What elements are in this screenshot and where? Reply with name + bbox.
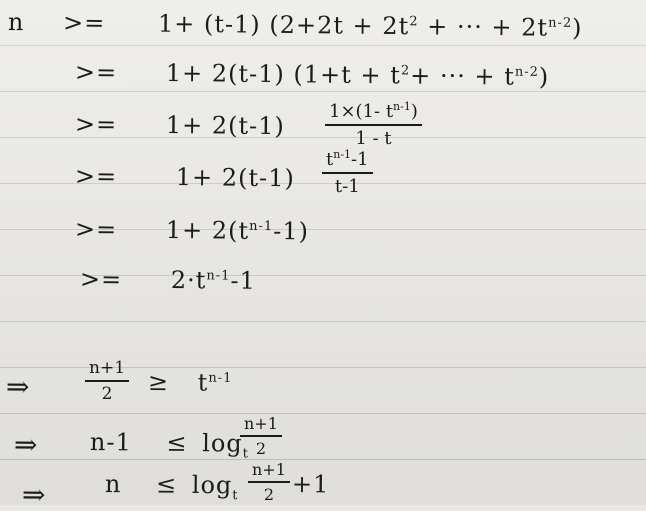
implication-3-tail (292, 470, 330, 498)
relation-symbol: >= (74, 58, 118, 87)
fraction-line-3 (325, 100, 422, 149)
fraction-bar (322, 172, 373, 174)
denominator: t-1 (334, 176, 360, 197)
expression: $2\cdot t^{n-1}-1$ (170, 265, 256, 295)
relation-symbol: >= (74, 110, 118, 139)
expression-lhs: n (104, 470, 122, 499)
implies-arrow: ⇒ (5, 370, 31, 404)
implication-3 (22, 478, 47, 511)
implies-arrow: ⇒ (13, 428, 39, 462)
derivation-line-5 (75, 215, 309, 245)
expression: 1+ 2(t-1) (175, 163, 296, 193)
log-function: $\log_t$ (202, 429, 249, 462)
fraction-bar (240, 435, 282, 437)
log-function: $\log_t$ (191, 470, 239, 504)
denominator: 1 - t (355, 128, 392, 149)
denominator: 2 (255, 439, 267, 458)
variable-n: n (7, 8, 25, 37)
relation-symbol: ≤ (166, 428, 188, 458)
implication-3-fraction (248, 460, 290, 504)
derivation-line-2 (75, 58, 550, 91)
derivation-line-3 (75, 110, 285, 140)
implication-1-rhs (148, 368, 233, 397)
denominator: 2 (101, 384, 113, 404)
relation-symbol: ≤ (155, 470, 178, 499)
implies-arrow: ⇒ (21, 478, 47, 511)
derivation-line-4 (75, 162, 295, 192)
numerator: n+1 (252, 460, 286, 479)
fraction-line-4 (322, 148, 373, 197)
implication-3-body (105, 470, 239, 503)
relation-symbol: ≥ (147, 368, 170, 397)
implication-1 (6, 370, 31, 403)
numerator: n+1 (89, 358, 126, 378)
expression: $1+ 2(t^{n-1}-1)$ (165, 215, 310, 246)
derivation-line-1 (8, 8, 583, 42)
relation-symbol: >= (79, 265, 123, 294)
expression: 1+ (t-1) ($2+2t + 2t^2$ + ··· + $2t^{n-2}$) (157, 9, 583, 43)
expression: $t^{n-1}$ (197, 368, 233, 397)
derivation-line-6 (80, 265, 256, 295)
implication-2-fraction (240, 414, 282, 458)
fraction-bar (85, 380, 129, 382)
fraction-bar (248, 481, 290, 483)
denominator: 2 (263, 485, 275, 504)
expression: +1 (291, 470, 330, 499)
relation-symbol: >= (74, 162, 118, 191)
numerator: $t^{n-1}-1$ (326, 148, 369, 170)
implication-2-body (90, 428, 249, 461)
numerator: 1×(1- $t^{n-1}$) (329, 100, 418, 122)
relation-symbol: >= (62, 8, 106, 38)
expression: 1+ 2(t-1) ($1+t + t^2+$ ··· + $t^{n-2}$) (165, 58, 550, 91)
numerator: n+1 (244, 414, 278, 433)
expression-lhs: n-1 (89, 428, 133, 457)
expression: 1+ 2(t-1) (165, 110, 286, 141)
fraction-bar (325, 124, 422, 126)
implication-2 (14, 428, 39, 461)
implication-1-fraction (85, 358, 129, 404)
relation-symbol: >= (74, 215, 118, 244)
